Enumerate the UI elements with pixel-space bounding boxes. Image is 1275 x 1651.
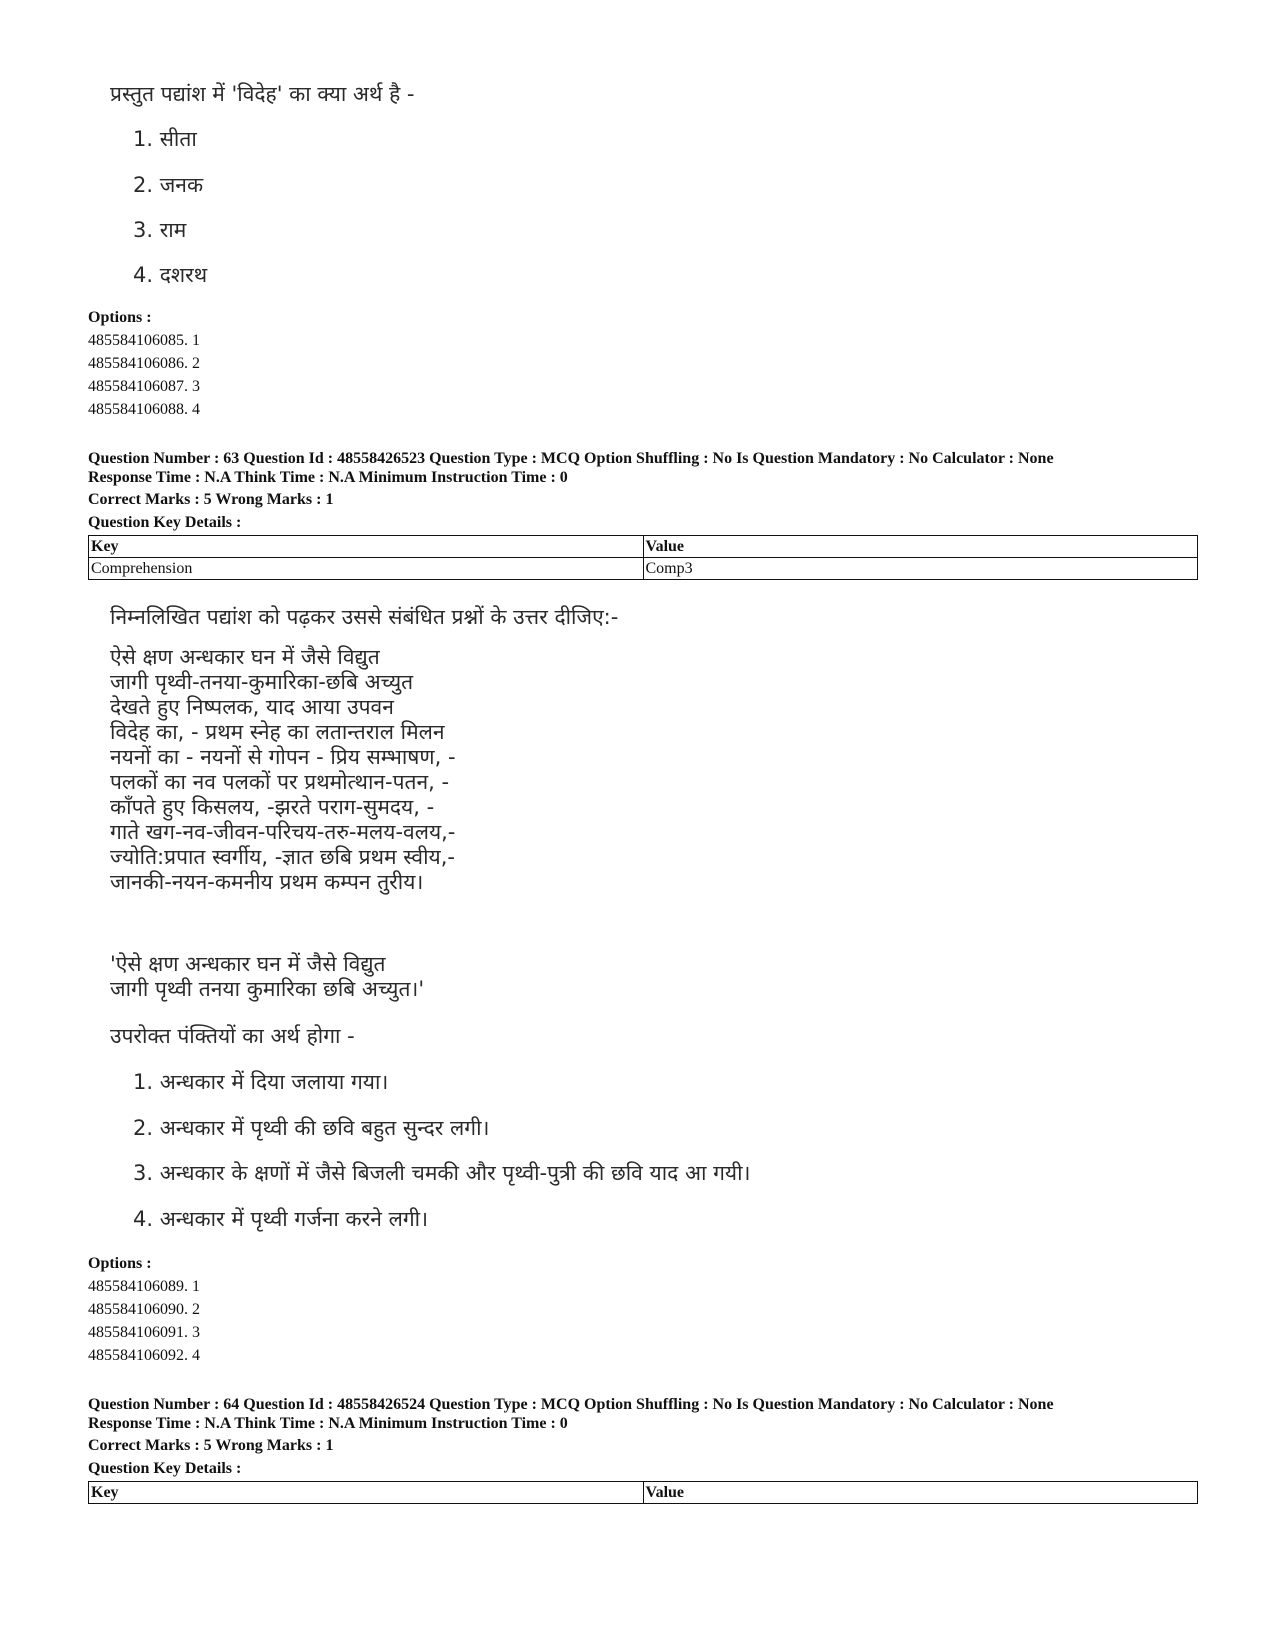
option-id: 485584106091. 3 <box>88 1324 200 1341</box>
key-header: Key <box>89 1482 644 1504</box>
q63-poem <box>110 645 456 895</box>
q64-key-table <box>88 1481 1198 1504</box>
q63-marks: Correct Marks : 5 Wrong Marks : 1 <box>88 491 334 508</box>
poem-line: नयनों का - नयनों से गोपन - प्रिय सम्भाषण, - <box>110 745 456 769</box>
quote-line: जागी पृथ्वी तनया कुमारिका छबि अच्युत।' <box>110 977 425 1001</box>
options-label: Options : <box>88 1255 152 1272</box>
table-header-row <box>89 1482 1198 1504</box>
key-header: Key <box>89 536 644 558</box>
poem-line: विदेह का, - प्रथम स्नेह का लतान्तराल मिलन <box>110 720 445 744</box>
q63-instruction: निम्नलिखित पद्यांश को पढ़कर उससे संबंधित प्रश्नों के उत्तर दीजिए:- <box>110 605 619 629</box>
q63-options-block <box>88 1252 200 1367</box>
option-id: 485584106087. 3 <box>88 378 200 395</box>
option-id: 485584106086. 2 <box>88 355 200 372</box>
quote-line: 'ऐसे क्षण अन्धकार घन में जैसे विद्युत <box>110 952 386 976</box>
q62-question-text: प्रस्तुत पद्यांश में 'विदेह' का क्या अर्थ है - <box>110 82 415 106</box>
poem-line: जागी पृथ्वी-तनया-कुमारिका-छबि अच्युत <box>110 670 414 694</box>
q62-choice-2: 2. जनक <box>133 173 204 197</box>
poem-line: जानकी-नयन-कमनीय प्रथम कम्पन तुरीय। <box>110 870 424 894</box>
q62-choice-1: 1. सीता <box>133 127 197 151</box>
q63-quote <box>110 952 424 1002</box>
poem-line: ऐसे क्षण अन्धकार घन में जैसे विद्युत <box>110 645 380 669</box>
option-id: 485584106092. 4 <box>88 1347 200 1364</box>
q63-choice-2: 2. अन्धकार में पृथ्वी की छवि बहुत सुन्दर लगी। <box>133 1116 490 1140</box>
q63-question-text: उपरोक्त पंक्तियों का अर्थ होगा - <box>110 1024 355 1048</box>
poem-line: देखते हुए निष्पलक, याद आया उपवन <box>110 695 394 719</box>
option-id: 485584106085. 1 <box>88 332 200 349</box>
poem-line: गाते खग-नव-जीवन-परिचय-तरु-मलय-वलय,- <box>110 820 456 844</box>
q63-key-details-label: Question Key Details : <box>88 514 242 531</box>
q62-choice-4: 4. दशरथ <box>133 263 208 287</box>
key-cell: Comprehension <box>89 558 644 580</box>
q63-choice-3: 3. अन्धकार के क्षणों में जैसे बिजली चमकी और पृथ्वी-पुत्री की छवि याद आ गयी। <box>133 1161 751 1185</box>
value-header: Value <box>643 1482 1198 1504</box>
table-row <box>89 558 1198 580</box>
q63-key-table <box>88 535 1198 580</box>
q62-choice-3: 3. राम <box>133 218 187 242</box>
poem-line: ज्योति:प्रपात स्वर्गीय, -ज्ञात छबि प्रथम स्वीय,- <box>110 845 455 869</box>
poem-line: काँपते हुए किसलय, -झरते पराग-सुमदय, - <box>110 795 435 819</box>
option-id: 485584106088. 4 <box>88 401 200 418</box>
q64-marks: Correct Marks : 5 Wrong Marks : 1 <box>88 1437 334 1454</box>
q63-choice-4: 4. अन्धकार में पृथ्वी गर्जना करने लगी। <box>133 1207 429 1231</box>
option-id: 485584106090. 2 <box>88 1301 200 1318</box>
table-header-row <box>89 536 1198 558</box>
q64-meta-line-1: Question Number : 64 Question Id : 48558426524 Question Type : MCQ Option Shuffling : No Is Question Mandatory : No Calculator : None <box>88 1396 1054 1413</box>
value-cell: Comp3 <box>643 558 1198 580</box>
poem-line: पलकों का नव पलकों पर प्रथमोत्थान-पतन, - <box>110 770 450 794</box>
options-label: Options : <box>88 309 152 326</box>
q63-choice-1: 1. अन्धकार में दिया जलाया गया। <box>133 1070 389 1094</box>
q64-key-details-label: Question Key Details : <box>88 1460 242 1477</box>
value-header: Value <box>643 536 1198 558</box>
q63-meta-line-2: Response Time : N.A Think Time : N.A Minimum Instruction Time : 0 <box>88 469 568 486</box>
q64-meta-line-2: Response Time : N.A Think Time : N.A Minimum Instruction Time : 0 <box>88 1415 568 1432</box>
option-id: 485584106089. 1 <box>88 1278 200 1295</box>
q63-meta-line-1: Question Number : 63 Question Id : 48558426523 Question Type : MCQ Option Shuffling : No Is Question Mandatory : No Calculator : None <box>88 450 1054 467</box>
q62-options-block <box>88 306 200 421</box>
